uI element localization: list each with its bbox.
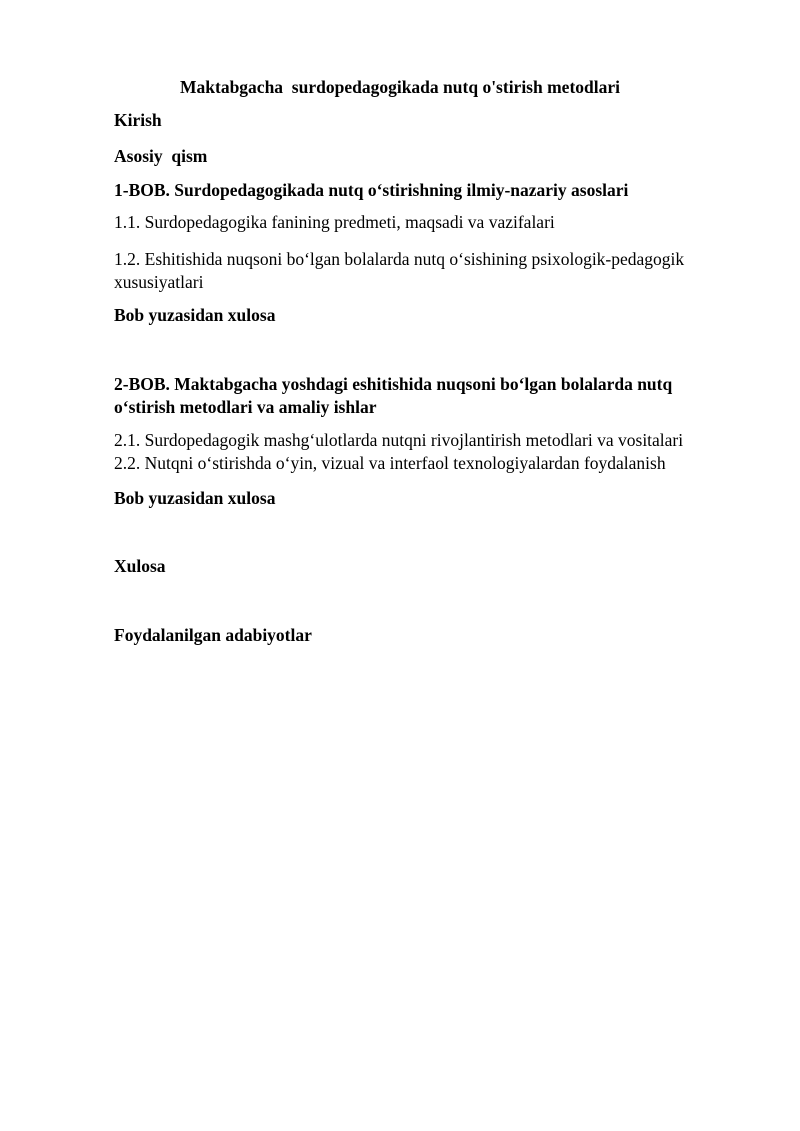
chapter2-section-2-2: 2.2. Nutqni o‘stirishda o‘yin, vizual va interfaol texnologiyalardan foydalanish [114, 453, 666, 473]
document-title: Maktabgacha surdopedagogikada nutq o'stirish metodlari [180, 77, 620, 97]
final-conclusion-heading: Xulosa [114, 556, 166, 576]
references-heading: Foydalanilgan adabiyotlar [114, 625, 312, 645]
chapter2-section-2-1: 2.1. Surdopedagogik mashg‘ulotlarda nutqni rivojlantirish metodlari va vositalari [114, 430, 684, 450]
chapter2-conclusion: Bob yuzasidan xulosa [114, 488, 276, 508]
chapter1-section-1-2-continued: xususiyatlari [114, 272, 204, 292]
main-part-heading: Asosiy qism [114, 146, 208, 166]
chapter2-heading-line1: 2-BOB. Maktabgacha yoshdagi eshitishida nuqsoni bo‘lgan bolalarda nutq [114, 374, 673, 394]
chapter2-heading-line2: o‘stirish metodlari va amaliy ishlar [114, 397, 377, 417]
intro-heading: Kirish [114, 110, 162, 130]
chapter1-heading: 1-BOB. Surdopedagogikada nutq o‘stirishning ilmiy-nazariy asoslari [114, 180, 629, 200]
chapter1-section-1-1: 1.1. Surdopedagogika fanining predmeti, maqsadi va vazifalari [114, 212, 555, 232]
chapter1-section-1-2: 1.2. Eshitishida nuqsoni bo‘lgan bolalarda nutq o‘sishining psixologik-pedagogik [114, 249, 685, 269]
chapter1-conclusion: Bob yuzasidan xulosa [114, 305, 276, 325]
